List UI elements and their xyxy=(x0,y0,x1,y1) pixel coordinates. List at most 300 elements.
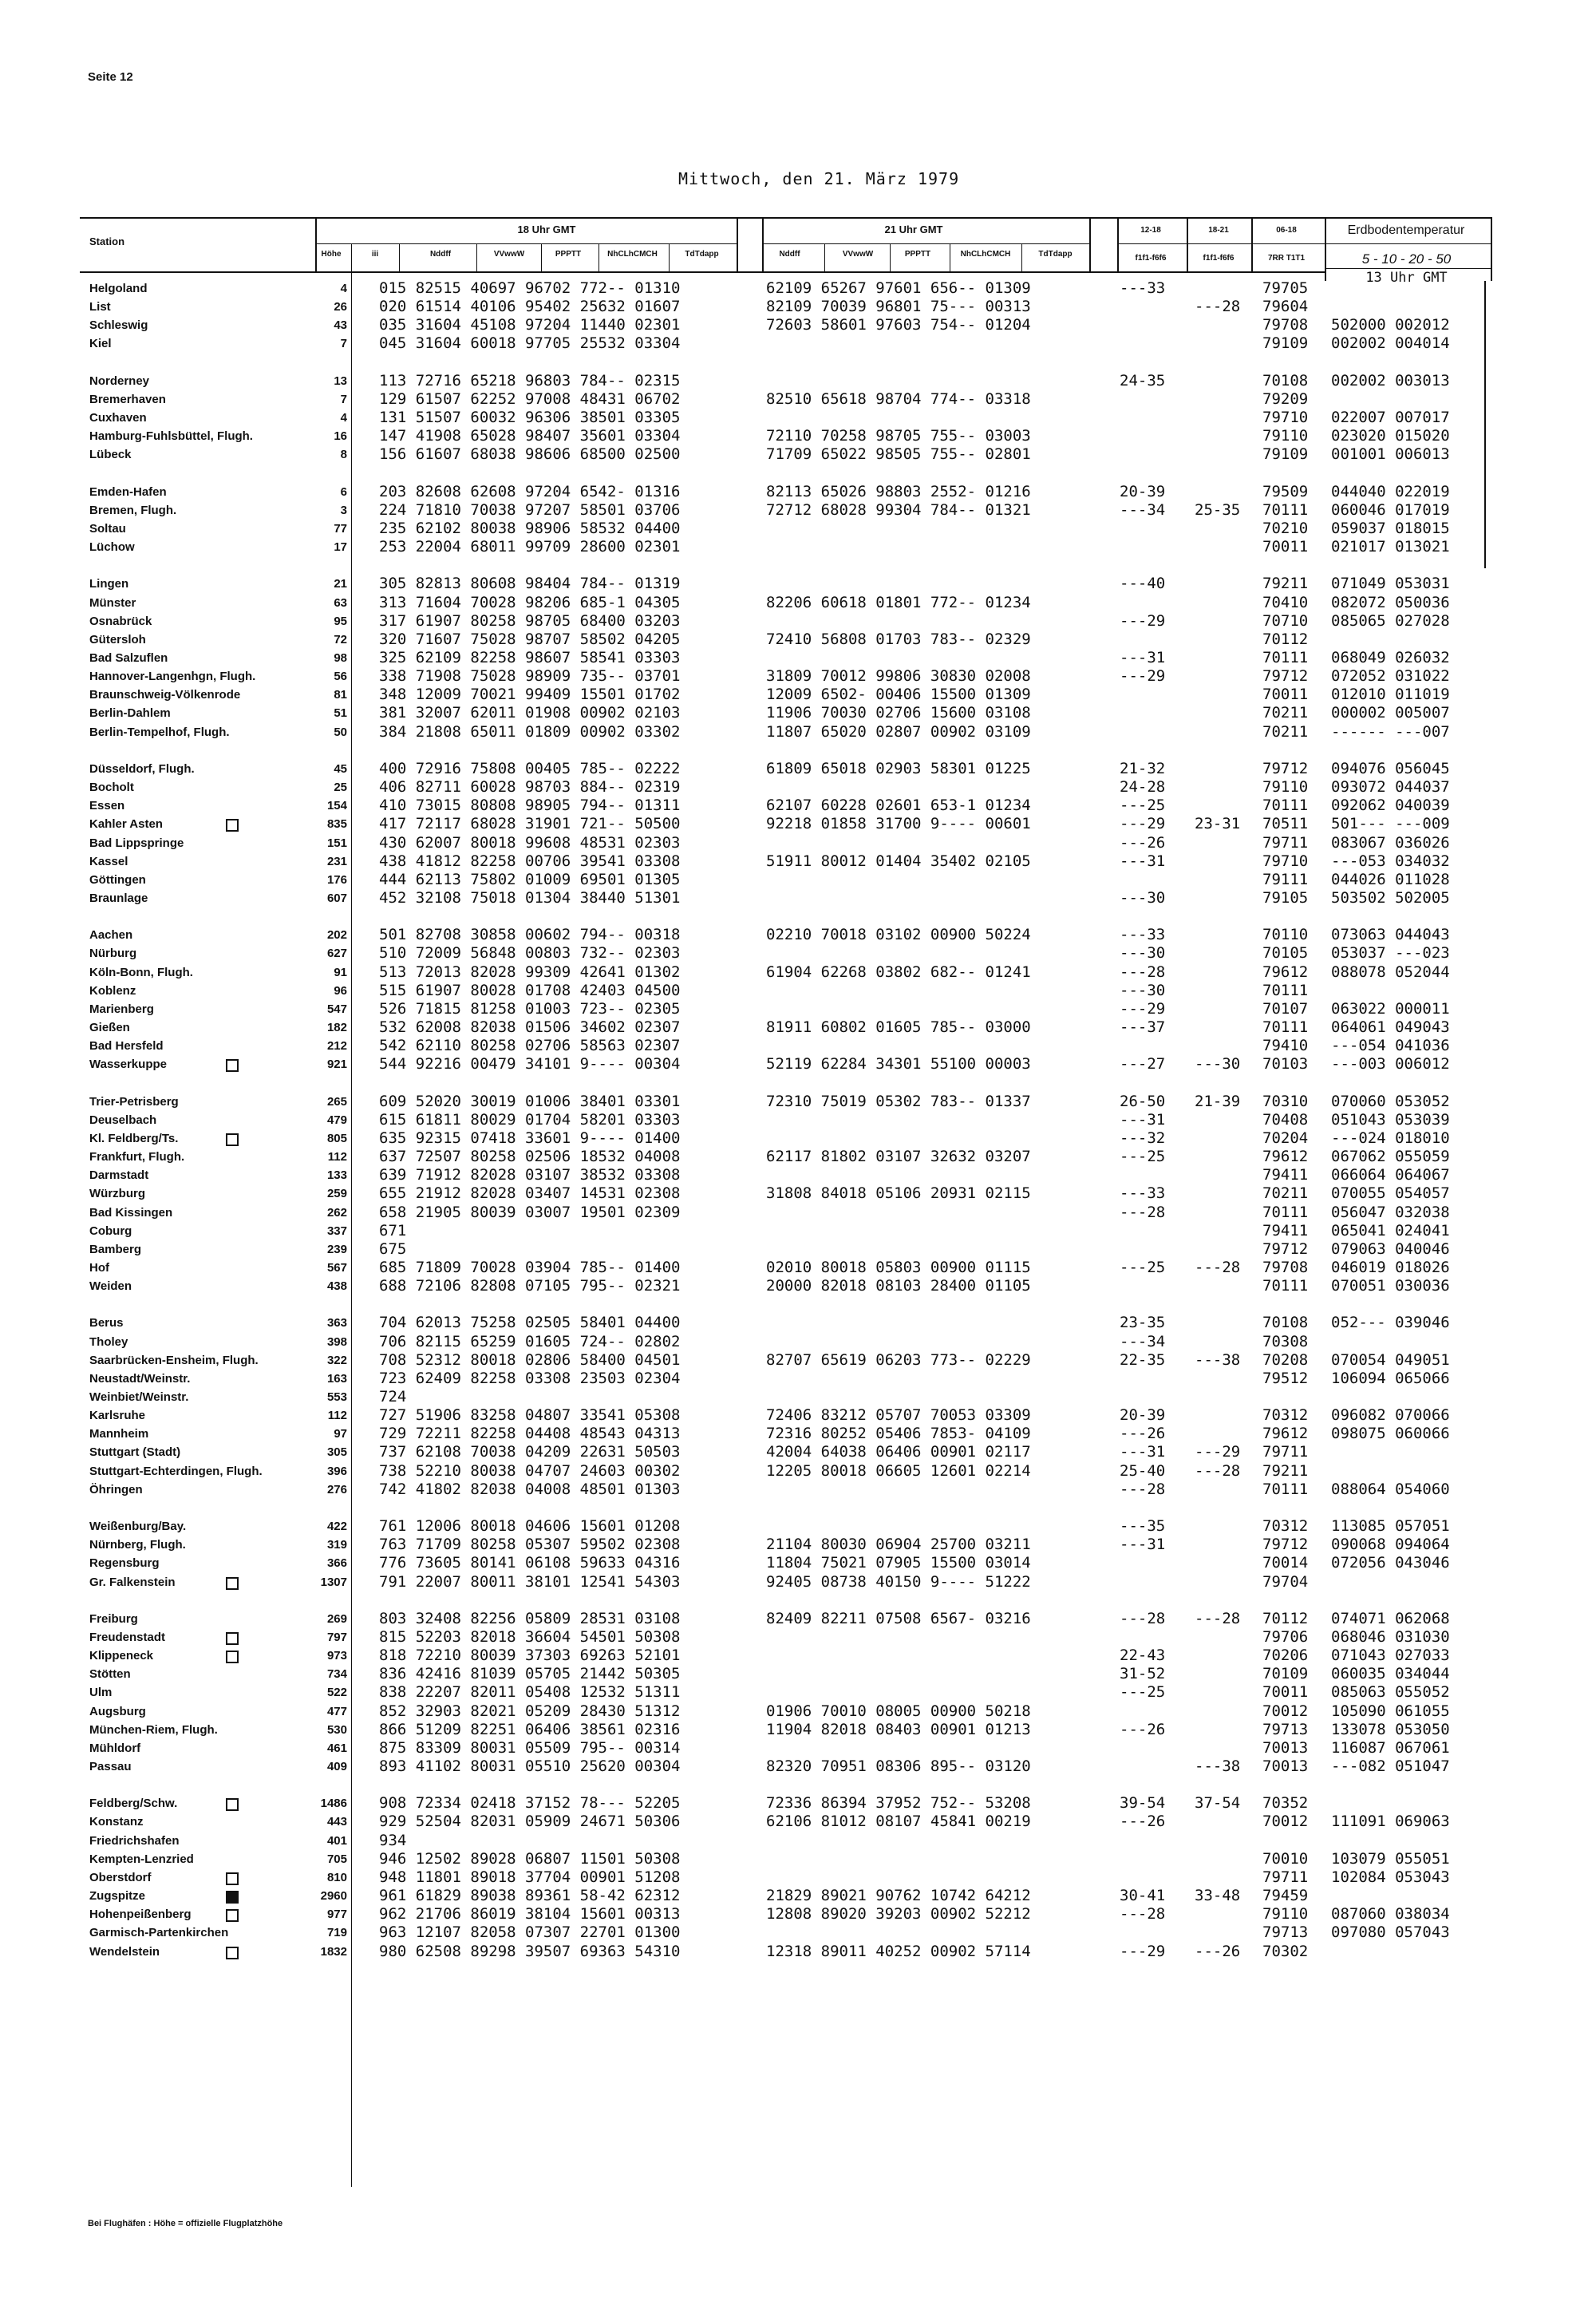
cell-06-18: 79110 xyxy=(1262,427,1309,445)
station-name: Emden-Hafen xyxy=(89,484,167,499)
station-height: 26 xyxy=(334,300,347,314)
table-row xyxy=(0,631,1596,649)
table-row xyxy=(0,316,1596,334)
station-height: 797 xyxy=(326,1630,347,1644)
station-height: 81 xyxy=(334,688,347,702)
header-divider xyxy=(737,217,738,271)
obs-18utc: 253 22004 68011 99709 28600 02301 xyxy=(379,538,681,556)
cell-06-18: 70408 xyxy=(1262,1110,1309,1129)
header-divider xyxy=(1491,217,1492,281)
cell-soil-temp: 092062 040039 xyxy=(1331,797,1450,815)
obs-18utc: 838 22207 82011 05408 12532 51311 xyxy=(379,1683,681,1702)
cell-soil-temp: 085063 055052 xyxy=(1331,1683,1450,1702)
cell-06-18: 70012 xyxy=(1262,1702,1309,1720)
cell-18-21: ---26 xyxy=(1195,1942,1241,1960)
obs-18utc: 655 21912 82028 03407 14531 02308 xyxy=(379,1184,681,1203)
cell-soil-temp: 083067 036026 xyxy=(1331,833,1450,852)
obs-18utc: 776 73605 80141 06108 59633 04316 xyxy=(379,1554,681,1572)
station-height: 835 xyxy=(326,817,347,832)
cell-06-18: 70108 xyxy=(1262,1314,1309,1332)
station-height: 45 xyxy=(334,761,347,776)
cell-soil-temp: 072056 043046 xyxy=(1331,1554,1450,1572)
obs-21utc: 62109 65267 97601 656-- 01309 xyxy=(766,279,1031,297)
cell-soil-temp: 094076 056045 xyxy=(1331,759,1450,777)
cell-soil-temp: 044026 011028 xyxy=(1331,870,1450,888)
table-row xyxy=(0,1721,1596,1739)
station-height: 239 xyxy=(326,1242,347,1256)
obs-18utc: 737 62108 70038 04209 22631 50503 xyxy=(379,1443,681,1461)
obs-21utc: 61904 62268 03802 682-- 01241 xyxy=(766,963,1031,981)
cell-06-18: 70013 xyxy=(1262,1738,1309,1757)
cell-soil-temp: 022007 007017 xyxy=(1331,409,1450,427)
cell-06-18: 70111 xyxy=(1262,1277,1309,1295)
obs-21utc: 82320 70951 08306 895-- 03120 xyxy=(766,1757,1031,1775)
cell-12-18: 21-32 xyxy=(1120,759,1166,777)
table-row xyxy=(0,797,1596,815)
cell-18-21: ---28 xyxy=(1195,1609,1241,1627)
obs-18utc: 400 72916 75808 00405 785-- 02222 xyxy=(379,759,681,777)
cell-soil-temp: 079063 040046 xyxy=(1331,1239,1450,1258)
obs-18utc: 738 52210 80038 04707 24603 00302 xyxy=(379,1461,681,1480)
station-name: Gr. Falkenstein xyxy=(89,1575,176,1589)
station-height: 607 xyxy=(326,891,347,905)
cell-12-18: ---40 xyxy=(1120,575,1166,593)
cell-12-18: ---31 xyxy=(1120,1443,1166,1461)
cell-12-18: ---30 xyxy=(1120,888,1166,907)
cell-soil-temp: 111091 069063 xyxy=(1331,1813,1450,1831)
c0618-subheader: 7RR T1T1 xyxy=(1267,254,1306,263)
table-row xyxy=(0,1481,1596,1499)
station-height: 276 xyxy=(326,1482,347,1496)
obs-21utc: 82113 65026 98803 2552- 01216 xyxy=(766,482,1031,500)
cell-12-18: ---30 xyxy=(1120,981,1166,999)
cell-06-18: 70111 xyxy=(1262,649,1309,666)
station-name: Kahler Asten xyxy=(89,817,163,832)
table-row xyxy=(0,1683,1596,1702)
cell-06-18: 70012 xyxy=(1262,1813,1309,1831)
nddff-header: Nddff xyxy=(429,250,452,259)
cell-06-18: 70211 xyxy=(1262,1184,1309,1203)
table-row xyxy=(0,834,1596,852)
cell-06-18: 70312 xyxy=(1262,1517,1309,1536)
cell-12-18: ---26 xyxy=(1120,1425,1166,1443)
table-row xyxy=(0,1536,1596,1554)
obs-18utc: 338 71908 75028 98909 735-- 03701 xyxy=(379,667,681,686)
station-height: 13 xyxy=(334,374,347,388)
station-height: 921 xyxy=(326,1058,347,1072)
cell-soil-temp: 105090 061055 xyxy=(1331,1702,1450,1720)
cell-soil-temp: 052--- 039046 xyxy=(1331,1314,1450,1332)
obs-18utc: 763 71709 80258 05307 59502 02308 xyxy=(379,1536,681,1554)
cell-06-18: 79713 xyxy=(1262,1720,1309,1738)
cell-18-21: ---28 xyxy=(1195,1461,1241,1480)
obs-18utc: 444 62113 75802 01009 69501 01305 xyxy=(379,870,681,888)
cell-soil-temp: 068046 031030 xyxy=(1331,1627,1450,1646)
table-row xyxy=(0,1111,1596,1129)
obs-18utc: 406 82711 60028 98703 884-- 02319 xyxy=(379,778,681,797)
obs-21utc: 21829 89021 90762 10742 64212 xyxy=(766,1887,1031,1905)
cell-soil-temp: 059037 018015 xyxy=(1331,519,1450,537)
obs-21utc: 31809 70012 99806 30830 02008 xyxy=(766,667,1031,686)
table-row xyxy=(0,1887,1596,1905)
station-name: Berus xyxy=(89,1316,124,1330)
cell-soil-temp: 060046 017019 xyxy=(1331,500,1450,519)
cell-soil-temp: ---003 006012 xyxy=(1331,1055,1450,1073)
header-divider xyxy=(1117,217,1119,271)
erdboden-header: Erdbodentemperatur xyxy=(1347,223,1465,237)
cell-06-18: 70111 xyxy=(1262,797,1309,815)
table-row xyxy=(0,445,1596,464)
cell-06-18: 70111 xyxy=(1262,1480,1309,1498)
obs-18utc: 317 61907 80258 98705 68400 03203 xyxy=(379,611,681,630)
cell-12-18: ---32 xyxy=(1120,1129,1166,1147)
cell-12-18: 31-52 xyxy=(1120,1665,1166,1683)
obs-21utc: 20000 82018 08103 28400 01105 xyxy=(766,1277,1031,1295)
cell-12-18: ---27 xyxy=(1120,1055,1166,1073)
cell-12-18: ---26 xyxy=(1120,1813,1166,1831)
station-name: Essen xyxy=(89,799,125,813)
station-name: Trier-Petrisberg xyxy=(89,1094,179,1109)
station-name: Marienberg xyxy=(89,1002,154,1016)
obs-18utc: 609 52020 30019 01006 38401 03301 xyxy=(379,1092,681,1110)
station-height: 705 xyxy=(326,1852,347,1866)
cell-06-18: 79708 xyxy=(1262,316,1309,334)
obs-18utc: 818 72210 80039 37303 69263 52101 xyxy=(379,1647,681,1665)
station-height: 805 xyxy=(326,1131,347,1145)
station-height: 50 xyxy=(334,725,347,739)
block-18-header: 18 Uhr GMT xyxy=(517,223,576,235)
table-row xyxy=(0,1943,1596,1961)
cell-12-18: ---31 xyxy=(1120,852,1166,870)
cell-06-18: 70211 xyxy=(1262,722,1309,741)
station-name: Zugspitze xyxy=(89,1889,145,1904)
station-name: Bremerhaven xyxy=(89,392,166,406)
obs-18utc: 723 62409 82258 03308 23503 02304 xyxy=(379,1369,681,1387)
obs-18utc: 113 72716 65218 96803 784-- 02315 xyxy=(379,371,681,389)
header-mid-rule-18 xyxy=(315,243,737,244)
station-height: 977 xyxy=(326,1908,347,1922)
station-height: 2960 xyxy=(320,1889,347,1904)
obs-21utc: 92405 08738 40150 9---- 51222 xyxy=(766,1572,1031,1591)
cell-06-18: 79612 xyxy=(1262,1148,1309,1166)
cell-06-18: 79211 xyxy=(1262,1461,1309,1480)
cell-soil-temp: 501--- ---009 xyxy=(1331,815,1450,833)
cell-12-18: 22-43 xyxy=(1120,1647,1166,1665)
cell-06-18: 70105 xyxy=(1262,944,1309,963)
obs-18utc: 893 41102 80031 05510 25620 00304 xyxy=(379,1757,681,1775)
cell-soil-temp: 070051 030036 xyxy=(1331,1277,1450,1295)
cell-soil-temp: 063022 000011 xyxy=(1331,999,1450,1018)
station-name: Berlin-Dahlem xyxy=(89,706,171,721)
station-height: 305 xyxy=(326,1445,347,1460)
cell-12-18: ---31 xyxy=(1120,1110,1166,1129)
cell-18-21: 33-48 xyxy=(1195,1887,1241,1905)
obs-18utc: 704 62013 75258 02505 58401 04400 xyxy=(379,1314,681,1332)
station-name: Gütersloh xyxy=(89,632,146,646)
station-height: 443 xyxy=(326,1815,347,1829)
obs-18utc: 791 22007 80011 38101 12541 54303 xyxy=(379,1572,681,1591)
table-row xyxy=(0,298,1596,316)
station-height: 438 xyxy=(326,1279,347,1294)
station-name: Karlsruhe xyxy=(89,1409,146,1423)
station-name: Lingen xyxy=(89,577,129,591)
obs-18utc: 706 82115 65259 01605 724-- 02802 xyxy=(379,1332,681,1350)
obs-18utc: 836 42416 81039 05705 21442 50305 xyxy=(379,1665,681,1683)
cell-soil-temp: 001001 006013 xyxy=(1331,445,1450,464)
cell-18-21: ---38 xyxy=(1195,1350,1241,1369)
table-row xyxy=(0,1554,1596,1572)
obs-18utc: 129 61507 62252 97008 48431 06702 xyxy=(379,389,681,408)
cell-12-18: 26-50 xyxy=(1120,1092,1166,1110)
station-name: Lübeck xyxy=(89,448,132,462)
obs-21utc: 71709 65022 98505 755-- 02801 xyxy=(766,445,1031,464)
tdtd2-header: TdTdapp xyxy=(1038,250,1073,259)
c0618-header: 06-18 xyxy=(1276,226,1297,235)
mountain-station-marker-icon xyxy=(226,1651,239,1663)
station-name: München-Riem, Flugh. xyxy=(89,1722,218,1737)
station-height: 96 xyxy=(334,983,347,998)
table-row xyxy=(0,889,1596,907)
obs-18utc: 946 12502 89028 06807 11501 50308 xyxy=(379,1849,681,1868)
cell-06-18: 70211 xyxy=(1262,704,1309,722)
c1821-subheader: f1f1-f6f6 xyxy=(1203,254,1235,263)
station-height: 522 xyxy=(326,1686,347,1700)
header-top-rule xyxy=(80,217,1492,219)
header-divider xyxy=(1187,217,1188,271)
station-name: Deuselbach xyxy=(89,1113,157,1127)
station-name: Saarbrücken-Ensheim, Flugh. xyxy=(89,1353,259,1367)
obs-21utc: 12009 6502- 00406 15500 01309 xyxy=(766,686,1031,704)
station-name: Tholey xyxy=(89,1334,128,1349)
cell-12-18: ---34 xyxy=(1120,500,1166,519)
obs-18utc: 815 52203 82018 36604 54501 50308 xyxy=(379,1627,681,1646)
cell-12-18: ---25 xyxy=(1120,797,1166,815)
cell-12-18: ---37 xyxy=(1120,1018,1166,1036)
table-row xyxy=(0,704,1596,722)
station-name: Würzburg xyxy=(89,1187,145,1201)
table-row xyxy=(0,982,1596,1000)
table-row xyxy=(0,1794,1596,1813)
table-row xyxy=(0,1000,1596,1018)
table-row xyxy=(0,483,1596,501)
cell-06-18: 70111 xyxy=(1262,1018,1309,1036)
obs-18utc: 452 32108 75018 01304 38440 51301 xyxy=(379,888,681,907)
obs-18utc: 203 82608 62608 97204 6542- 01316 xyxy=(379,482,681,500)
table-row xyxy=(0,1443,1596,1461)
obs-18utc: 544 92216 00479 34101 9---- 00304 xyxy=(379,1055,681,1073)
station-height: 337 xyxy=(326,1224,347,1238)
station-height: 265 xyxy=(326,1094,347,1109)
cell-soil-temp: 088078 052044 xyxy=(1331,963,1450,981)
station-height: 154 xyxy=(326,799,347,813)
block-21-header: 21 Uhr GMT xyxy=(884,223,943,235)
table-row xyxy=(0,1148,1596,1166)
station-name: Braunlage xyxy=(89,891,148,905)
cell-12-18: ---33 xyxy=(1120,926,1166,944)
table-row xyxy=(0,852,1596,871)
cell-soil-temp: 060035 034044 xyxy=(1331,1665,1450,1683)
cell-soil-temp: 046019 018026 xyxy=(1331,1258,1450,1276)
table-row xyxy=(0,334,1596,353)
header-divider xyxy=(1325,243,1492,244)
station-height: 63 xyxy=(334,595,347,610)
obs-18utc: 963 12107 82058 07307 22701 01300 xyxy=(379,1923,681,1942)
vvwww-header: VVwwW xyxy=(493,250,525,259)
obs-21utc: 02210 70018 03102 00900 50224 xyxy=(766,926,1031,944)
cell-06-18: 70210 xyxy=(1262,519,1309,537)
cell-soil-temp: 113085 057051 xyxy=(1331,1517,1450,1536)
cell-06-18: 79411 xyxy=(1262,1166,1309,1184)
obs-21utc: 31808 84018 05106 20931 02115 xyxy=(766,1184,1031,1203)
table-row xyxy=(0,649,1596,667)
hoehe-header: Höhe xyxy=(321,250,342,259)
obs-18utc: 035 31604 45108 97204 11440 02301 xyxy=(379,316,681,334)
cell-12-18: ---26 xyxy=(1120,1720,1166,1738)
obs-21utc: 01906 70010 08005 00900 50218 xyxy=(766,1702,1031,1720)
cell-06-18: 70308 xyxy=(1262,1332,1309,1350)
cell-18-21: ---28 xyxy=(1195,298,1241,316)
cell-06-18: 70710 xyxy=(1262,611,1309,630)
cell-06-18: 70011 xyxy=(1262,538,1309,556)
obs-21utc: 72410 56808 01703 783-- 02329 xyxy=(766,630,1031,648)
table-row xyxy=(0,1240,1596,1259)
table-row xyxy=(0,1425,1596,1443)
mountain-station-marker-icon xyxy=(226,1059,239,1072)
obs-21utc: 82707 65619 06203 773-- 02229 xyxy=(766,1350,1031,1369)
station-name: Münster xyxy=(89,595,136,610)
station-height: 398 xyxy=(326,1334,347,1349)
nddff2-header: Nddff xyxy=(779,250,800,259)
station-height: 151 xyxy=(326,836,347,850)
table-row xyxy=(0,1739,1596,1757)
obs-21utc: 11904 82018 08403 00901 01213 xyxy=(766,1720,1031,1738)
table-row xyxy=(0,1757,1596,1776)
obs-18utc: 501 82708 30858 00602 794-- 00318 xyxy=(379,926,681,944)
cell-12-18: ---34 xyxy=(1120,1332,1166,1350)
cell-06-18: 70112 xyxy=(1262,630,1309,648)
header-divider xyxy=(541,243,542,271)
station-name: Nürburg xyxy=(89,947,137,961)
obs-21utc: 02010 80018 05803 00900 01115 xyxy=(766,1258,1031,1276)
obs-21utc: 72603 58601 97603 754-- 01204 xyxy=(766,316,1031,334)
table-row xyxy=(0,944,1596,963)
station-height: 182 xyxy=(326,1021,347,1034)
cell-12-18: ---26 xyxy=(1120,833,1166,852)
station-height: 479 xyxy=(326,1113,347,1127)
cell-06-18: 79211 xyxy=(1262,575,1309,593)
cell-06-18: 70111 xyxy=(1262,1203,1309,1221)
station-height: 396 xyxy=(326,1464,347,1478)
obs-21utc: 82206 60618 01801 772-- 01234 xyxy=(766,593,1031,611)
table-row xyxy=(0,1018,1596,1037)
c1821-header: 18-21 xyxy=(1208,226,1229,235)
station-height: 401 xyxy=(326,1833,347,1848)
cell-soil-temp: 096082 070066 xyxy=(1331,1406,1450,1425)
header-divider xyxy=(476,243,477,271)
obs-18utc: 320 71607 75028 98707 58502 04205 xyxy=(379,630,681,648)
obs-21utc: 72316 80252 05406 7853- 04109 xyxy=(766,1425,1031,1443)
cell-06-18: 79711 xyxy=(1262,1868,1309,1886)
station-height: 4 xyxy=(340,282,347,295)
station-name: Kassel xyxy=(89,854,128,868)
table-row xyxy=(0,1813,1596,1831)
cell-06-18: 79110 xyxy=(1262,778,1309,797)
cell-soil-temp: 064061 049043 xyxy=(1331,1018,1450,1036)
cell-soil-temp: 070060 053052 xyxy=(1331,1092,1450,1110)
obs-18utc: 020 61514 40106 95402 25632 01607 xyxy=(379,298,681,316)
cell-soil-temp: 088064 054060 xyxy=(1331,1480,1450,1498)
cell-06-18: 79512 xyxy=(1262,1369,1309,1387)
obs-21utc: 72336 86394 37952 752-- 53208 xyxy=(766,1794,1031,1813)
station-name: Mannheim xyxy=(89,1427,149,1441)
cell-12-18: ---28 xyxy=(1120,1609,1166,1627)
table-row xyxy=(0,1517,1596,1536)
cell-soil-temp: ---053 034032 xyxy=(1331,852,1450,870)
obs-18utc: 934 xyxy=(379,1831,407,1849)
station-name: Regensburg xyxy=(89,1556,160,1571)
obs-18utc: 430 62007 80018 99608 48531 02303 xyxy=(379,833,681,852)
obs-21utc: 42004 64038 06406 00901 02117 xyxy=(766,1443,1031,1461)
obs-18utc: 671 xyxy=(379,1221,407,1239)
station-name: Stuttgart (Stadt) xyxy=(89,1445,181,1460)
header-divider xyxy=(399,243,400,271)
obs-18utc: 513 72013 82028 99309 42641 01302 xyxy=(379,963,681,981)
obs-18utc: 929 52504 82031 05909 24671 50306 xyxy=(379,1813,681,1831)
cell-06-18: 79712 xyxy=(1262,667,1309,686)
station-name: Aachen xyxy=(89,928,133,943)
station-height: 530 xyxy=(326,1722,347,1737)
table-row xyxy=(0,1259,1596,1277)
obs-18utc: 742 41802 82038 04008 48501 01303 xyxy=(379,1480,681,1498)
station-name: Nürnberg, Flugh. xyxy=(89,1538,186,1552)
cell-06-18: 70013 xyxy=(1262,1757,1309,1775)
cell-soil-temp: 002002 003013 xyxy=(1331,371,1450,389)
pppp-header: PPPTT xyxy=(555,250,582,259)
station-height: 7 xyxy=(340,337,347,351)
mountain-station-marker-icon xyxy=(226,1133,239,1146)
cell-soil-temp: 073063 044043 xyxy=(1331,926,1450,944)
obs-21utc: 51911 80012 01404 35402 02105 xyxy=(766,852,1031,870)
header-divider xyxy=(1251,217,1253,271)
station-name: Hannover-Langenhgn, Flugh. xyxy=(89,670,256,684)
header-bottom-rule xyxy=(80,271,1325,273)
header-divider xyxy=(1325,268,1492,269)
cell-soil-temp: 012010 011019 xyxy=(1331,686,1450,704)
cell-soil-temp: ---024 018010 xyxy=(1331,1129,1450,1147)
table-row xyxy=(0,1314,1596,1332)
table-row xyxy=(0,778,1596,797)
obs-18utc: 708 52312 80018 02806 58400 04501 xyxy=(379,1350,681,1369)
cell-06-18: 70310 xyxy=(1262,1092,1309,1110)
station-height: 1307 xyxy=(320,1575,347,1589)
station-height: 202 xyxy=(326,928,347,943)
table-row xyxy=(0,1333,1596,1351)
cell-12-18: ---25 xyxy=(1120,1683,1166,1702)
table-row xyxy=(0,501,1596,520)
station-name: Friedrichshafen xyxy=(89,1833,180,1848)
station-height: 112 xyxy=(327,1409,347,1423)
table-row xyxy=(0,594,1596,612)
station-name: Bad Lippspringe xyxy=(89,836,184,850)
station-name: Koblenz xyxy=(89,983,136,998)
cell-18-21: ---28 xyxy=(1195,1258,1241,1276)
obs-18utc: 156 61607 68038 98606 68500 02500 xyxy=(379,445,681,464)
cell-06-18: 79604 xyxy=(1262,298,1309,316)
mountain-station-marker-icon xyxy=(226,1909,239,1922)
table-row xyxy=(0,1832,1596,1850)
station-name: Weinbiet/Weinstr. xyxy=(89,1390,189,1404)
station-height: 8 xyxy=(340,448,347,462)
